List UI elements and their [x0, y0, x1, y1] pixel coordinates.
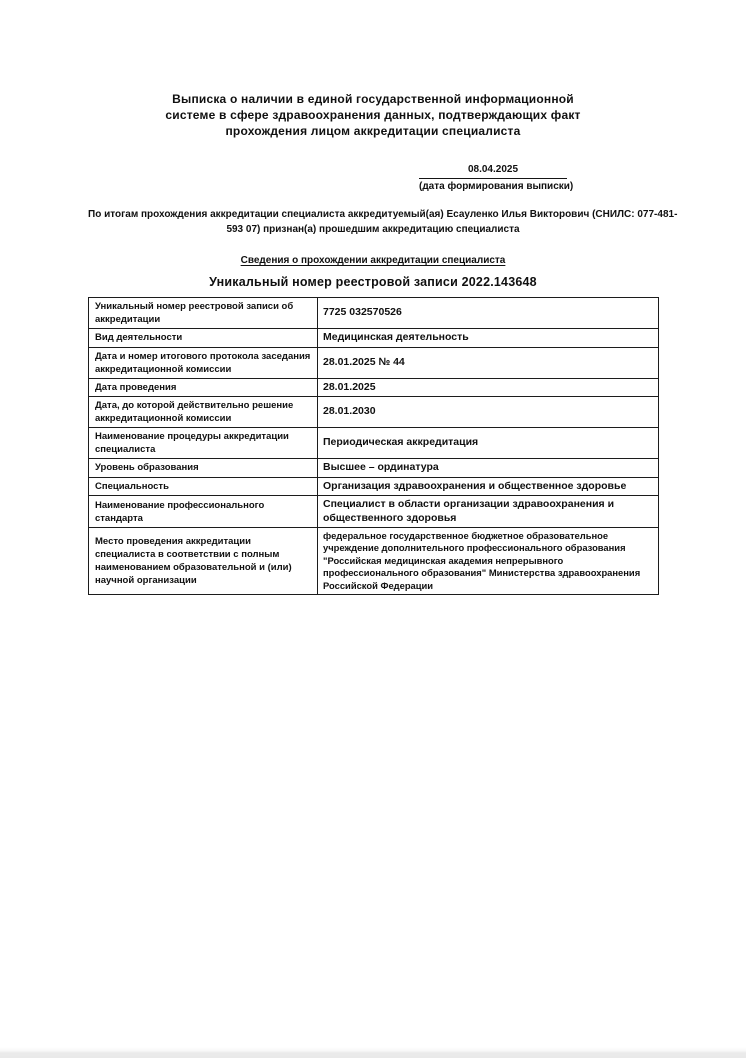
row-value-cell: 28.01.2030	[318, 397, 659, 428]
section-heading	[0, 254, 746, 267]
table-row	[89, 428, 659, 459]
issue-date-block	[419, 164, 574, 193]
table-row	[89, 298, 659, 329]
issue-date-caption: (дата формирования выписки)	[419, 181, 574, 192]
row-value-cell: Медицинская деятельность	[318, 329, 659, 348]
section-heading-text: Сведения о прохождении аккредитации специалиста	[240, 255, 506, 266]
table-row	[89, 397, 659, 428]
row-label-cell: Дата проведения	[89, 378, 318, 397]
row-value-cell: Организация здравоохранения и общественное здоровье	[318, 477, 659, 496]
document-title: Выписка о наличии в единой государственной информационной системе в сфере здравоохранения данных, подтверждающих факт прохождения лицом аккредитации специалиста	[165, 92, 581, 138]
accreditation-table	[88, 297, 659, 595]
row-label-cell: Уровень образования	[89, 459, 318, 478]
row-value-cell: 28.01.2025	[318, 378, 659, 397]
table-row	[89, 329, 659, 348]
viewer-bottom-strip	[0, 1047, 746, 1058]
row-label-cell: Место проведения аккредитации специалиста в соответствии с полным наименованием образовательной и (или) научной организации	[89, 528, 318, 595]
table-row	[89, 528, 659, 595]
row-value-cell: федеральное государственное бюджетное образовательное учреждение дополнительного профессионального образования "Российская медицинская академия непрерывного профессионального образования" Министерства здравоохранения Российской Федерации	[318, 528, 659, 595]
row-label-cell: Наименование профессионального стандарта	[89, 496, 318, 528]
row-value-cell: 28.01.2025 № 44	[318, 347, 659, 378]
registry-number-heading: Уникальный номер реестровой записи 2022.143648	[209, 275, 537, 289]
row-label-cell: Уникальный номер реестровой записи об аккредитации	[89, 298, 318, 329]
issue-date-value: 08.04.2025	[419, 164, 567, 179]
row-label-cell: Специальность	[89, 477, 318, 496]
row-label-cell: Дата и номер итогового протокола заседания аккредитационной комиссии	[89, 347, 318, 378]
row-value-cell: 7725 032570526	[318, 298, 659, 329]
row-value-cell: Высшее – ординатура	[318, 459, 659, 478]
row-value-cell: Периодическая аккредитация	[318, 428, 659, 459]
row-value-cell: Специалист в области организации здравоохранения и общественного здоровья	[318, 496, 659, 528]
row-label-cell: Наименование процедуры аккредитации специалиста	[89, 428, 318, 459]
table-row	[89, 459, 659, 478]
row-label-cell: Дата, до которой действительно решение аккредитационной комиссии	[89, 397, 318, 428]
table-row	[89, 477, 659, 496]
intro-paragraph: По итогам прохождения аккредитации специалиста аккредитуемый(ая) Есауленко Илья Викторович (СНИЛС: 077-481- 593 07) признан(а) прошедшим аккредитацию специалиста	[88, 209, 678, 235]
table-row	[89, 347, 659, 378]
table-row	[89, 378, 659, 397]
table-row	[89, 496, 659, 528]
row-label-cell: Вид деятельности	[89, 329, 318, 348]
